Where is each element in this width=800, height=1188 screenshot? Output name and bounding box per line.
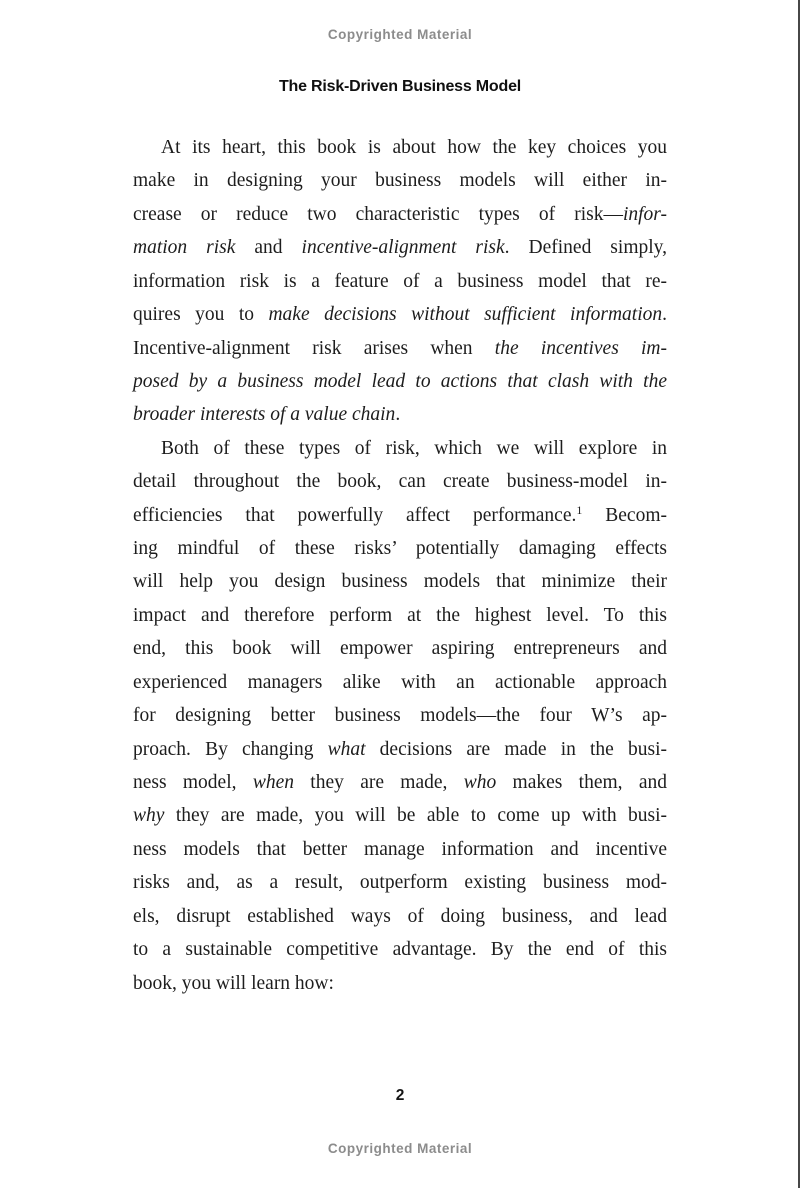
text-line: impact and therefore perform at the highest level. To this xyxy=(133,604,667,626)
text-line: make in designing your business models will either in- xyxy=(133,170,667,192)
body-text xyxy=(133,131,667,1000)
text-line: Both of these types of risk, which we will explore in xyxy=(161,437,667,459)
text-line: why they are made, you will be able to come up with busi- xyxy=(133,805,667,827)
text-line: risks and, as a result, outperform existing business mod- xyxy=(133,872,667,894)
text-line: quires you to make decisions without sufficient information. xyxy=(133,304,667,326)
text-line: for designing better business models—the four W’s ap- xyxy=(133,705,667,727)
text-line: ing mindful of these risks’ potentially damaging effects xyxy=(133,538,667,560)
copyright-notice-bottom: Copyrighted Material xyxy=(327,1141,473,1156)
text-line: els, disrupt established ways of doing business, and lead xyxy=(133,905,667,927)
text-line: will help you design business models that minimize their xyxy=(133,571,667,593)
text-line: ness model, when they are made, who makes them, and xyxy=(133,772,667,794)
text-line: to a sustainable competitive advantage. By the end of this xyxy=(133,939,667,961)
text-line: posed by a business model lead to actions that clash with the xyxy=(133,370,667,392)
text-line: ness models that better manage information and incentive xyxy=(133,838,667,860)
text-line: end, this book will empower aspiring entrepreneurs and xyxy=(133,638,667,660)
text-line: proach. By changing what decisions are made in the busi- xyxy=(133,738,667,760)
text-line: broader interests of a value chain. xyxy=(133,404,401,426)
footnote-marker: 1 xyxy=(576,502,583,517)
text-line: At its heart, this book is about how the key choices you xyxy=(161,137,667,158)
text-line: efficiencies that powerfully affect performance.$^1$ Becom- xyxy=(133,502,667,526)
text-line: Incentive-alignment risk arises when the incentives im- xyxy=(133,337,667,359)
text-line: mation risk and incentive-alignment risk. Defined simply, xyxy=(133,237,668,259)
copyright-notice-top: Copyrighted Material xyxy=(327,27,473,42)
text-line: detail throughout the book, can create business-model in- xyxy=(133,471,667,493)
text-line: book, you will learn how: xyxy=(133,972,334,994)
running-head-chapter-title: The Risk-Driven Business Model xyxy=(278,78,522,95)
text-line: information risk is a feature of a business model that re- xyxy=(133,270,667,292)
page-number: 2 xyxy=(395,1087,405,1104)
text-line: experienced managers alike with an actionable approach xyxy=(133,671,667,693)
text-line: crease or reduce two characteristic types of risk—infor- xyxy=(133,203,667,225)
